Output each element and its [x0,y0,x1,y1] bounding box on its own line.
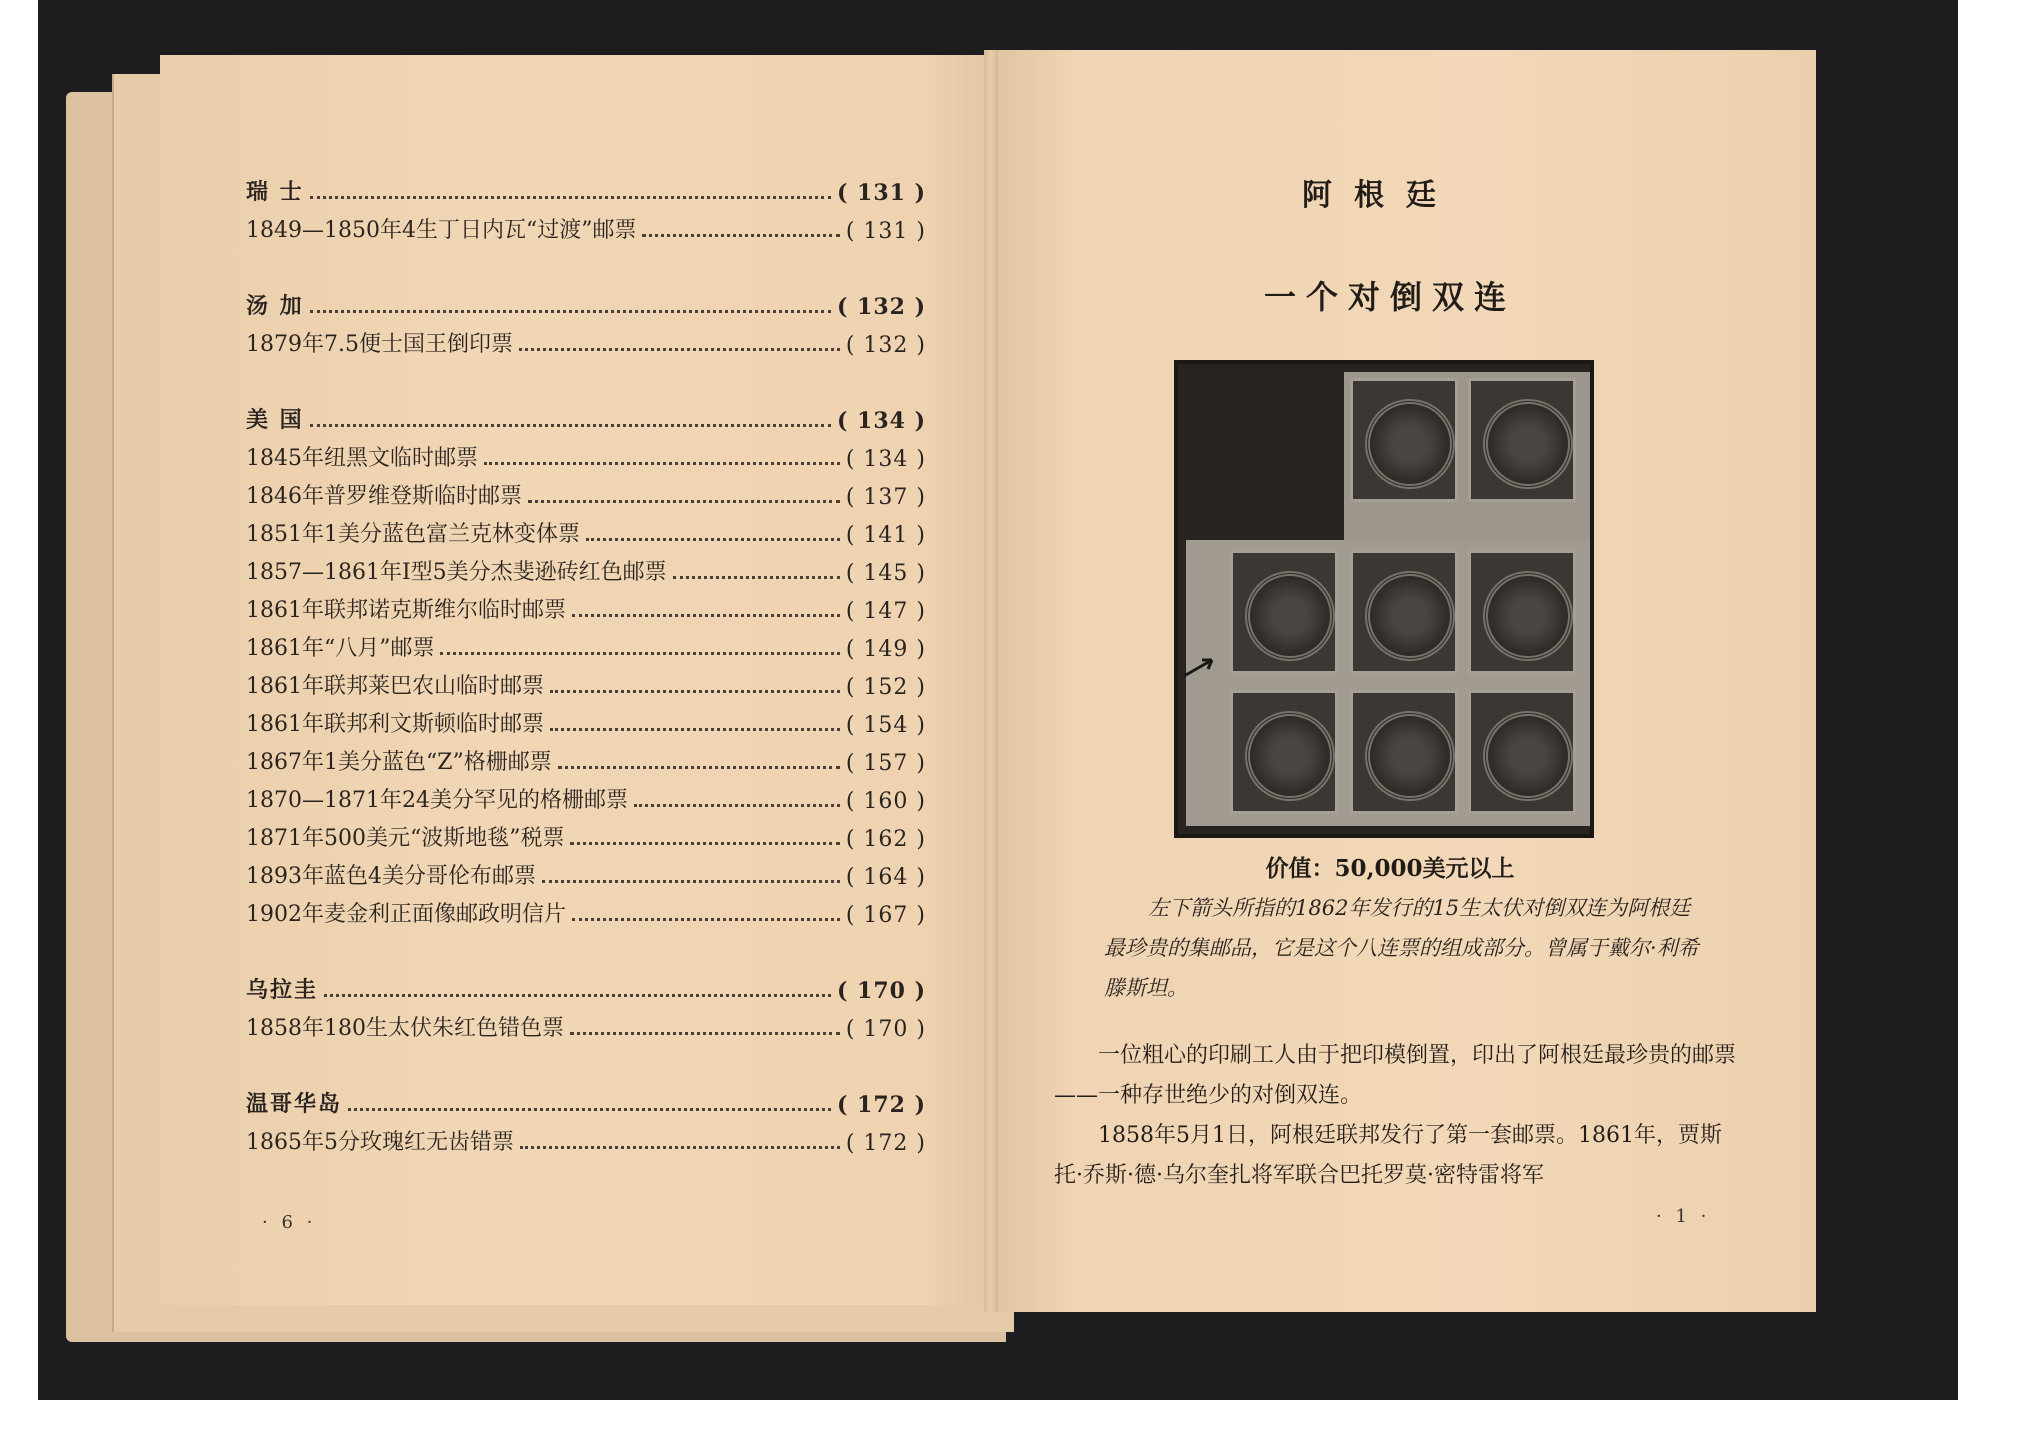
stamp [1350,378,1458,502]
chapter-title: 阿根廷 [1302,178,1458,213]
toc-page-number: ( 134 ) [836,408,926,434]
stamp [1468,378,1576,502]
toc-leader-dots [542,880,840,883]
toc-entry-title: 1861年“八月”邮票 [246,636,435,661]
stamp [1468,690,1576,814]
toc-country-row [246,966,926,1004]
toc-entry-row [246,434,926,472]
toc-entry-title: 1867年1美分蓝色“Z”格栅邮票 [246,750,552,775]
toc-entry-row [246,1004,926,1042]
section-title: 一个对倒双连 [1263,278,1516,316]
toc-leader-dots [520,1146,840,1149]
toc-leader-dots [642,234,839,237]
toc-group [246,396,926,928]
toc-entry-title: 1861年联邦莱巴农山临时邮票 [246,674,544,699]
toc-page-number: ( 149 ) [845,637,926,662]
toc-leader-dots [586,538,840,541]
toc-entry-row [246,814,926,852]
toc-page-number: ( 134 ) [845,447,926,472]
toc-entry-title: 1861年联邦利文斯顿临时邮票 [246,712,544,737]
toc-entry-title: 1845年纽黑文临时邮票 [246,446,478,471]
toc-page-number: ( 170 ) [845,1017,926,1042]
stamp-block-photo [1174,360,1594,838]
toc-leader-dots [558,766,840,769]
toc-entry-row [246,852,926,890]
toc-entry-row [246,624,926,662]
toc-leader-dots [572,614,840,617]
toc-country-row [246,396,926,434]
toc-entry-title: 1849—1850年4生丁日内瓦“过渡”邮票 [246,218,637,243]
toc-leader-dots [310,424,831,427]
toc-country-name: 温哥华岛 [246,1091,343,1117]
toc-page-number: ( 132 ) [845,333,926,358]
stamp [1350,550,1458,674]
toc-page-number: ( 154 ) [845,713,926,738]
toc-entry-title: 1902年麦金利正面像邮政明信片 [246,902,566,927]
toc-entry-row [246,890,926,928]
stamp [1230,550,1338,674]
toc-page-number: ( 141 ) [845,523,926,548]
toc-entry-title: 1846年普罗维登斯临时邮票 [246,484,522,509]
toc-entry-title: 1851年1美分蓝色富兰克林变体票 [246,522,580,547]
toc-page-number: ( 170 ) [836,978,926,1004]
toc-entry-row [246,320,926,358]
toc-entry-row [246,586,926,624]
stamp [1230,690,1338,814]
book-gutter [984,50,998,1312]
toc-country-name: 汤 加 [246,293,304,319]
price-caption: 价值：50,000美元以上 [1265,855,1515,882]
toc-group [246,1080,926,1156]
toc-entry-title: 1871年500美元“波斯地毯”税票 [246,826,565,851]
toc-entry-title: 1893年蓝色4美分哥伦布邮票 [246,864,536,889]
toc-country-row [246,1080,926,1118]
toc-country-row [246,168,926,206]
toc-leader-dots [324,994,831,997]
paragraph: 一位粗心的印刷工人由于把印模倒置，印出了阿根廷最珍贵的邮票——一种存世绝少的对倒双连。 [1054,1043,1737,1108]
toc-leader-dots [570,842,839,845]
toc-country-name: 美 国 [246,407,304,433]
toc-page-number: ( 131 ) [836,180,926,206]
stamp [1468,550,1576,674]
toc-page-number: ( 145 ) [845,561,926,586]
toc-page-number: ( 152 ) [845,675,926,700]
toc-page-number: ( 167 ) [845,903,926,928]
toc-entry-row [246,776,926,814]
toc-page-number: ( 172 ) [836,1092,926,1118]
toc-leader-dots [519,348,840,351]
toc-entry-row [246,1118,926,1156]
toc-leader-dots [550,728,840,731]
toc-entry-row [246,206,926,244]
toc-group [246,966,926,1042]
toc-page-number: ( 164 ) [845,865,926,890]
toc-leader-dots [572,918,840,921]
toc-entry-row [246,548,926,586]
toc-leader-dots [310,196,831,199]
toc-leader-dots [673,576,840,579]
arrow-icon [1182,654,1222,680]
toc-page-number: ( 147 ) [845,599,926,624]
toc-entry-title: 1861年联邦诺克斯维尔临时邮票 [246,598,566,623]
toc-leader-dots [570,1032,840,1035]
toc-page-number: ( 137 ) [845,485,926,510]
toc-entry-row [246,662,926,700]
paragraph: 1858年5月1日，阿根廷联邦发行了第一套邮票。1861年，贾斯托·乔斯·德·乌尔奎扎将军联合巴托罗莫·密特雷将军 [1054,1123,1722,1188]
toc-entry-title: 1858年180生太伏朱红色错色票 [246,1016,564,1041]
toc-page-number: ( 172 ) [845,1131,926,1156]
toc-leader-dots [634,804,840,807]
toc-country-row [246,282,926,320]
toc-entry-title: 1870—1871年24美分罕见的格栅邮票 [246,788,628,813]
toc-leader-dots [440,652,839,655]
toc-country-name: 乌拉圭 [246,977,319,1003]
toc-leader-dots [484,462,840,465]
toc-entry-row [246,700,926,738]
toc-entry-title: 1865年5分玫瑰红无齿错票 [246,1130,514,1155]
toc-page-number: ( 160 ) [845,789,926,814]
stamp [1350,690,1458,814]
toc-page-number: ( 157 ) [845,751,926,776]
photo-caption: 左下箭头所指的1862年发行的15生太伏对倒双连为阿根廷最珍贵的集邮品，它是这个八连票的组成部分。曾属于戴尔·利希滕斯坦。 [1104,896,1699,1000]
toc-leader-dots [310,310,831,313]
toc-country-name: 瑞 士 [246,179,304,205]
toc-entry-row [246,472,926,510]
toc-group [246,168,926,244]
toc-entry-row [246,738,926,776]
toc-page-number: ( 132 ) [836,294,926,320]
toc-page-number: ( 131 ) [845,219,926,244]
toc-leader-dots [528,500,840,503]
toc-leader-dots [348,1108,831,1111]
toc-leader-dots [550,690,840,693]
toc-entry-title: 1879年7.5便士国王倒印票 [246,332,513,357]
left-page-number: · 6 · [262,1212,317,1233]
body-text [1054,1036,1740,1196]
table-of-contents [246,168,926,1194]
right-page-number: · 1 · [1656,1206,1711,1227]
toc-group [246,282,926,358]
toc-entry-title: 1857—1861年I型5美分杰斐逊砖红色邮票 [246,560,667,585]
toc-entry-row [246,510,926,548]
toc-page-number: ( 162 ) [845,827,926,852]
